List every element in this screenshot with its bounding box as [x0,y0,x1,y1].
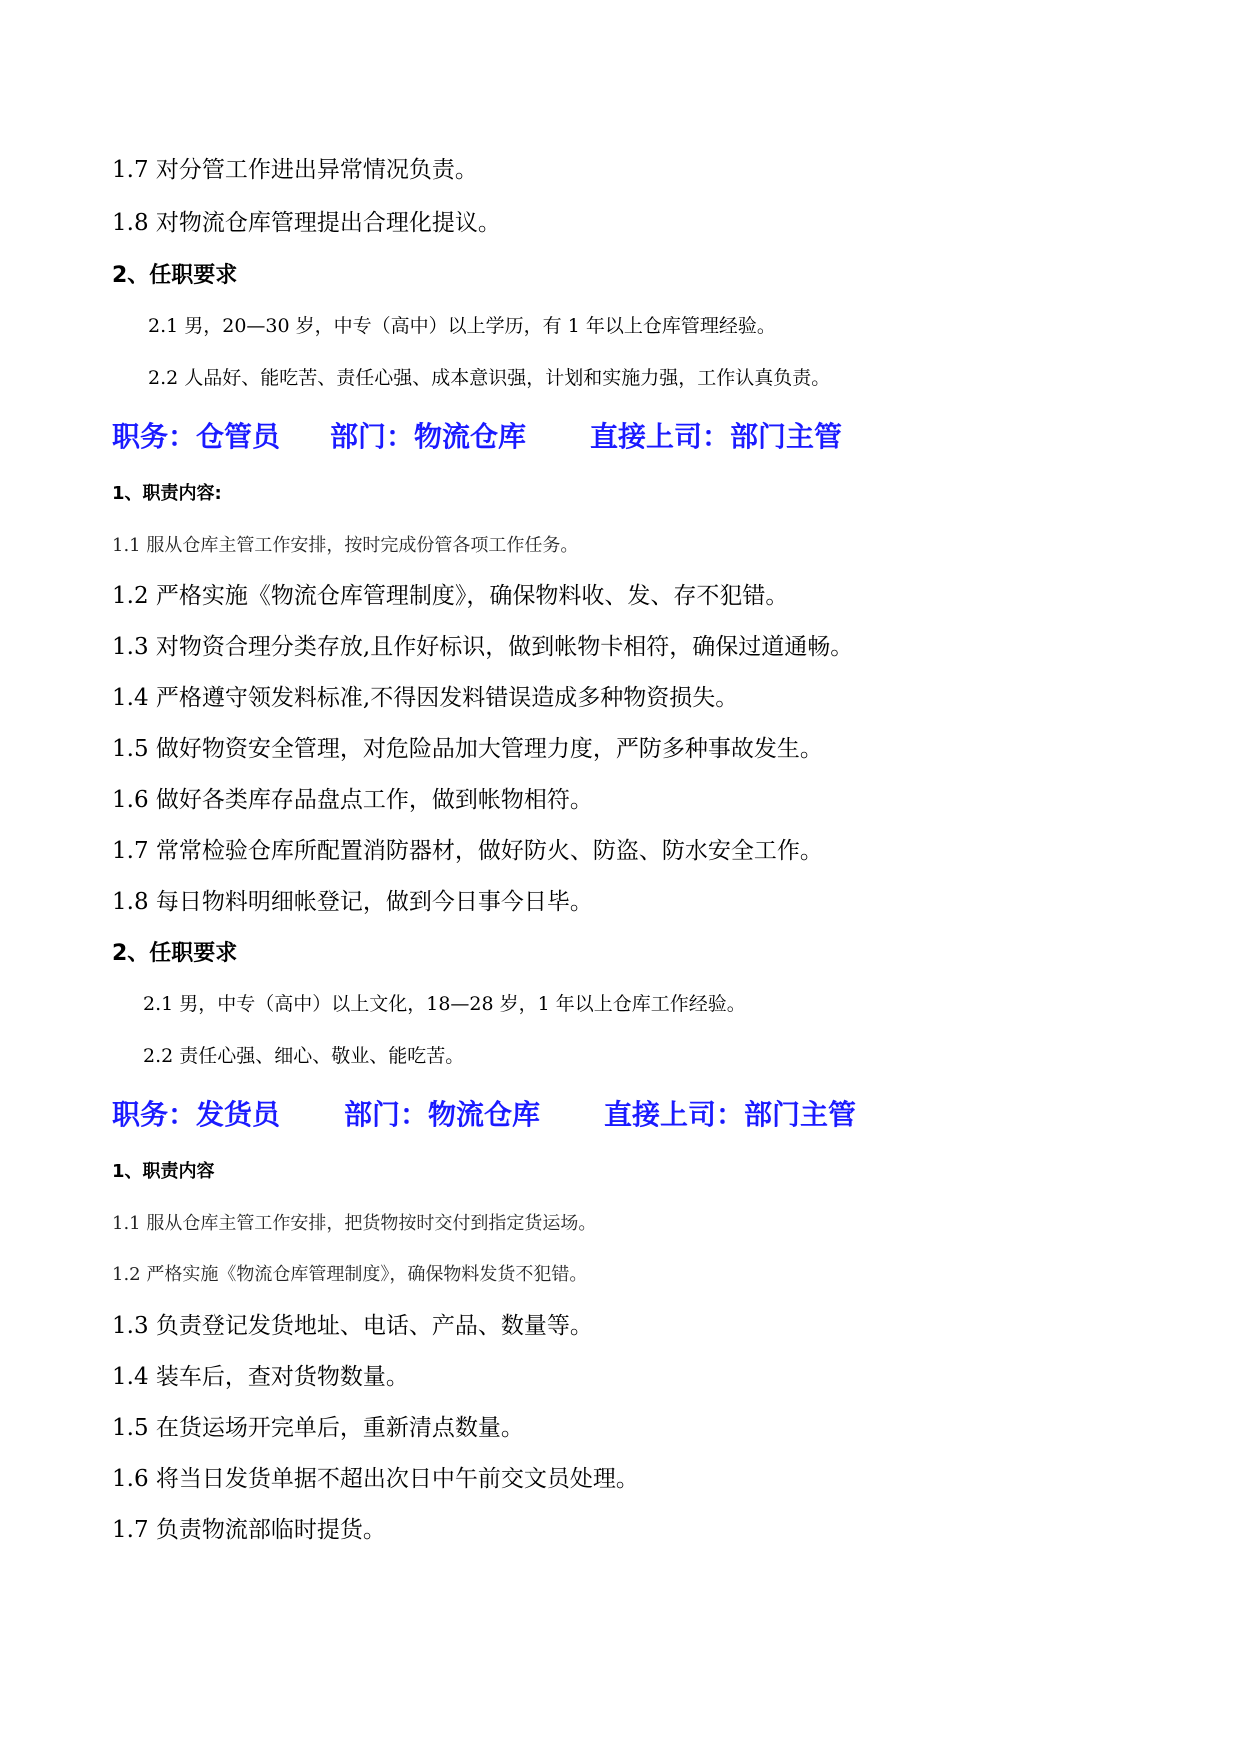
duty-item: 1.4 装车后，查对货物数量。 [112,1364,409,1390]
duty-item: 1.7 对分管工作进出异常情况负责。 [112,157,478,183]
department-label: 部门：物流仓库 [344,1098,541,1131]
supervisor-label: 直接上司：部门主管 [590,420,843,453]
requirement-item: 2.1 男，中专（高中）以上文化，18—28 岁，1 年以上仓库工作经验。 [143,993,746,1015]
duty-item: 1.5 在货运场开完单后，重新清点数量。 [112,1415,524,1441]
supervisor-label: 直接上司：部门主管 [604,1098,857,1131]
duty-item: 1.2 严格实施《物流仓库管理制度》，确保物料发货不犯错。 [112,1264,588,1285]
requirements-heading: 2、任职要求 [112,263,238,288]
duties-heading: 1、职责内容: [112,483,222,504]
duty-item: 1.3 负责登记发货地址、电话、产品、数量等。 [112,1313,593,1339]
duty-item: 1.4 严格遵守领发料标准,不得因发料错误造成多种物资损失。 [112,685,739,711]
requirement-item: 2.2 人品好、能吃苦、责任心强、成本意识强，计划和实施力强，工作认真负责。 [148,367,831,389]
requirement-item: 2.2 责任心强、细心、敬业、能吃苦。 [143,1045,465,1067]
duty-item: 1.7 负责物流部临时提货。 [112,1517,386,1543]
duty-item: 1.6 做好各类库存品盘点工作，做到帐物相符。 [112,787,593,813]
duty-item: 1.1 服从仓库主管工作安排，把货物按时交付到指定货运场。 [112,1213,597,1234]
requirement-item: 2.1 男，20—30 岁，中专（高中）以上学历，有 1 年以上仓库管理经验。 [148,315,776,337]
duty-item: 1.1 服从仓库主管工作安排，按时完成份管各项工作任务。 [112,535,579,556]
duty-item: 1.7 常常检验仓库所配置消防器材，做好防火、防盗、防水安全工作。 [112,838,823,864]
duty-item: 1.2 严格实施《物流仓库管理制度》，确保物料收、发、存不犯错。 [112,583,789,609]
department-label: 部门：物流仓库 [330,420,527,453]
job-title: 职务：发货员 [112,1098,281,1131]
duties-heading: 1、职责内容 [112,1161,215,1182]
duty-item: 1.8 每日物料明细帐登记，做到今日事今日毕。 [112,889,593,915]
requirements-heading: 2、任职要求 [112,941,238,966]
duty-item: 1.5 做好物资安全管理，对危险品加大管理力度，严防多种事故发生。 [112,736,823,762]
duty-item: 1.6 将当日发货单据不超出次日中午前交文员处理。 [112,1466,639,1492]
duty-item: 1.8 对物流仓库管理提出合理化提议。 [112,210,501,236]
duty-item: 1.3 对物资合理分类存放,且作好标识，做到帐物卡相符，确保过道通畅。 [112,634,854,660]
job-title: 职务：仓管员 [112,420,281,453]
